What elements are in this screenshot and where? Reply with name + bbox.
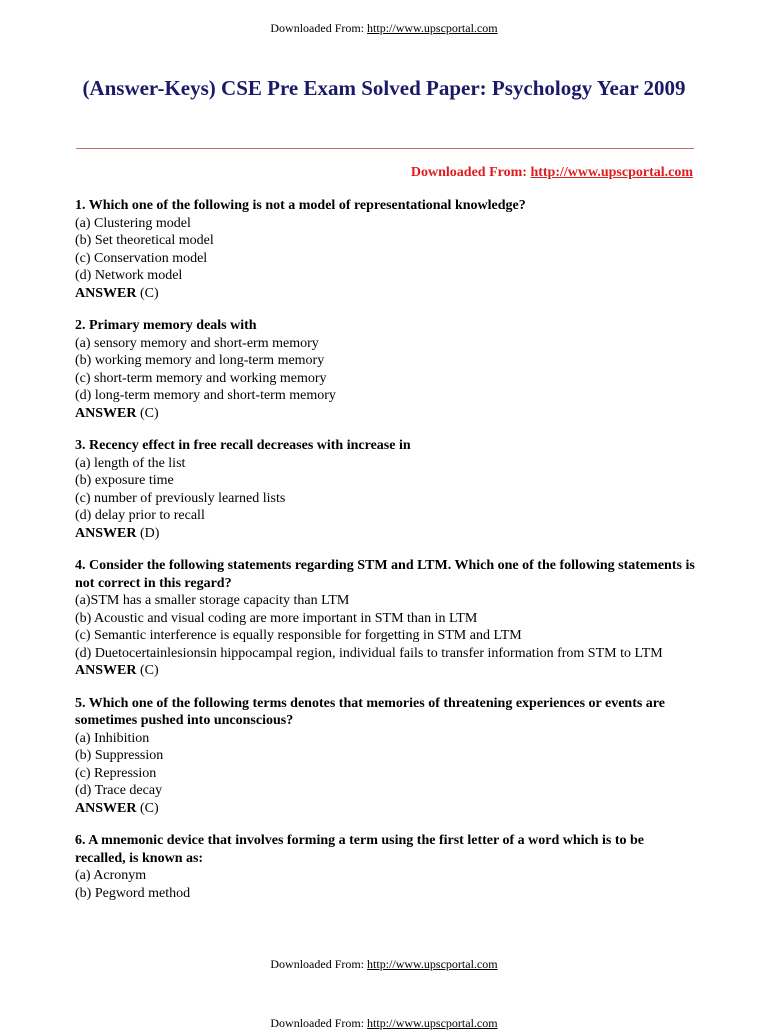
option: (d) delay prior to recall [75,508,205,523]
download-line [411,165,693,181]
question-block [75,695,695,818]
answer-line [75,285,695,303]
answer-line [75,405,695,423]
question-block [75,557,695,680]
option: (b) exposure time [75,473,174,488]
option: (a) Clustering model [75,215,191,231]
option: (a)STM has a smaller storage capacity than LTM [75,593,350,608]
next-page-header-prefix: Downloaded From: [270,1016,368,1030]
answer-line [75,525,695,543]
option: (c) Conservation model [75,250,208,266]
answer-label: ANSWER [75,663,137,678]
option: (d) Duetocertainlesionsin hippocampal region, individual fails to transfer information from STM to LTM [75,645,663,661]
download-link[interactable]: http://www.upscportal.com [530,165,693,180]
header-link[interactable]: http://www.upscportal.com [367,21,498,35]
option: (c) short-term memory and working memory [75,370,327,386]
option: (a) sensory memory and short-erm memory [75,335,319,351]
answer-line [75,800,695,818]
option: (b) Pegword method [75,885,191,901]
question-text: 5. Which one of the following terms denotes that memories of threatening experiences or events are sometimes pushed into unconscious? [75,695,665,728]
answer-line [75,662,695,680]
answer-label: ANSWER [75,800,137,816]
question-block [75,437,695,542]
answer-label: ANSWER [75,405,137,421]
question-block [75,317,695,422]
answer-value: (C) [136,285,159,301]
answer-value: (C) [136,800,159,816]
option: (a) length of the list [75,455,186,471]
footer-link[interactable]: http://www.upscportal.com [367,957,498,971]
page-footer [0,957,768,972]
header-prefix: Downloaded From: [270,21,368,35]
option: (d) Network model [75,268,183,283]
option: (c) Repression [75,765,157,781]
option: (a) Acronym [75,868,147,883]
question-text: 1. Which one of the following is not a model of representational knowledge? [75,198,526,213]
question-text: 4. Consider the following statements regarding STM and LTM. Which one of the following statements is not correct in this regard? [75,558,695,591]
option: (c) number of previously learned lists [75,490,286,506]
option: (c) Semantic interference is equally responsible for forgetting in STM and LTM [75,628,522,643]
option: (b) Set theoretical model [75,233,214,248]
option: (b) Acoustic and visual coding are more important in STM than in LTM [75,610,478,626]
question-text: 6. A mnemonic device that involves forming a term using the first letter of a word which is to be recalled, is known as: [75,833,645,866]
questions-list [75,197,695,917]
option: (b) Suppression [75,748,164,763]
option: (a) Inhibition [75,730,150,746]
answer-label: ANSWER [75,525,137,541]
option: (d) Trace decay [75,783,163,798]
page-header [0,21,768,36]
question-text: 3. Recency effect in free recall decreases with increase in [75,438,411,453]
download-prefix: Downloaded From: [410,165,531,180]
title-divider [76,148,694,149]
question-block [75,197,695,302]
answer-value: (C) [136,663,159,678]
option: (b) working memory and long-term memory [75,353,325,368]
answer-value: (D) [136,525,160,541]
question-text: 2. Primary memory deals with [75,318,257,333]
next-page-header-link[interactable]: http://www.upscportal.com [367,1016,498,1030]
question-block [75,832,695,902]
page-title: (Answer-Keys) CSE Pre Exam Solved Paper: Psychology Year 2009 [82,76,686,100]
answer-value: (C) [136,405,159,421]
footer-prefix: Downloaded From: [270,957,368,971]
option: (d) long-term memory and short-term memory [75,388,336,403]
answer-label: ANSWER [75,285,137,301]
